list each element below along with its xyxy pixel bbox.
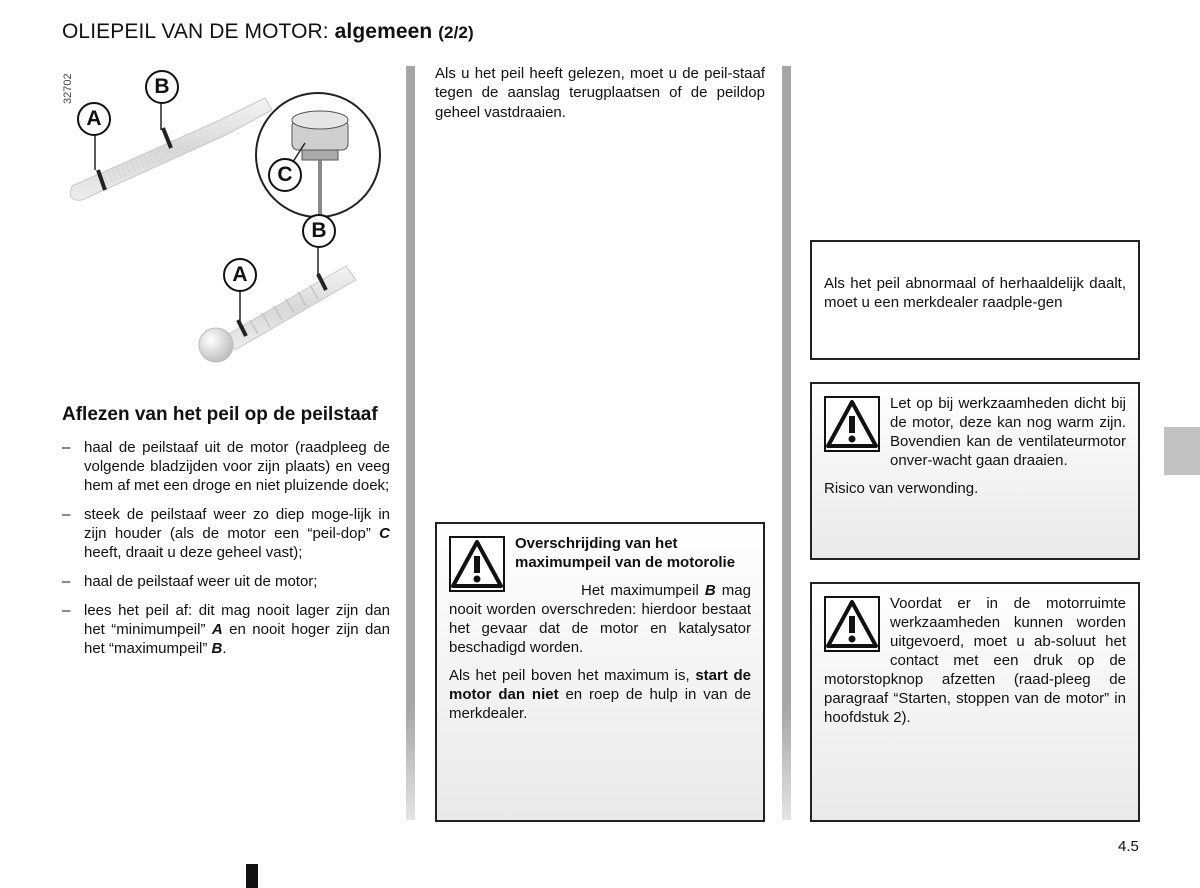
- warning-title: Overschrijding van het maximumpeil van de motorolie: [515, 535, 736, 571]
- label-c: C: [268, 158, 302, 192]
- chapter-tab: [1164, 427, 1200, 475]
- warning-paragraph-1: Het maximumpeil B mag nooit worden overschreden: hierdoor bestaat het gevaar dat de motor en katalysator beschadigd worden.: [449, 582, 751, 656]
- dipstick-ball: [199, 244, 356, 362]
- note-text: Als het peil abnormaal of herhaaldelijk daalt, moet u een merkdealer raadple-gen: [824, 275, 1126, 311]
- warning-paragraph-1: Let op bij werkzaamheden dicht bij de motor, deze kan nog warm zijn. Bovendien kan de ventilateurmotor onver-wacht gaan draaien.: [890, 395, 1126, 469]
- warning-paragraph-2: Als het peil boven het maximum is, start de motor dan niet en roep de hulp in van de merkdealer.: [449, 667, 752, 722]
- figure-code: 32702: [62, 73, 74, 104]
- label-b-bottom: B: [302, 214, 336, 248]
- title-main: OLIEPEIL VAN DE MOTOR:: [62, 20, 329, 43]
- column-separator-left: [406, 66, 415, 820]
- section-heading: Aflezen van het peil op de peilstaaf: [62, 404, 378, 425]
- list-item: – lees het peil af: dit mag nooit lager zijn dan het “minimumpeil” A en nooit hoger zijn dan het “maximumpeil” B.: [62, 602, 390, 657]
- label-a-top: A: [77, 102, 111, 136]
- title-sub: algemeen: [334, 20, 433, 43]
- dipstick-drawing: [60, 58, 400, 378]
- steps-list: [62, 438, 390, 658]
- warning-box-hot-engine: [810, 382, 1140, 560]
- page-title: [62, 20, 474, 44]
- warning-triangle-icon: [824, 596, 880, 652]
- list-item: – steek de peilstaaf weer zo diep moge-lijk in zijn houder (als de motor een “peil-dop” C heeft, draait u deze geheel vast);: [62, 506, 390, 561]
- warning-triangle-icon: [449, 536, 505, 592]
- warning-box-max-level: [435, 522, 765, 822]
- note-box: [810, 240, 1140, 360]
- list-item: – haal de peilstaaf uit de motor (raadpleeg de volgende bladzijden voor zijn plaats) en veeg hem af met een droge en niet pluizende doek;: [62, 439, 390, 494]
- oil-cap-inset: [256, 93, 380, 217]
- column-separator-right: [782, 66, 791, 820]
- label-b-top: B: [145, 70, 179, 104]
- dipstick-illustration: [60, 58, 400, 378]
- title-page: (2/2): [438, 23, 474, 42]
- warning-paragraph-2: Risico van verwonding.: [824, 480, 979, 497]
- middle-intro: Als u het peil heeft gelezen, moet u de peil-staaf tegen de aanslag terugplaatsen of de peildop geheel vastdraaien.: [435, 65, 765, 121]
- label-a-bottom: A: [223, 258, 257, 292]
- warning-box-ignition: [810, 582, 1140, 822]
- left-column: [62, 403, 390, 668]
- crop-mark: [246, 864, 258, 888]
- warning-paragraph-1: Voordat er in de motorruimte werkzaamheden kunnen worden uitgevoerd, moet u ab-soluut het contact met een druk op de motorstopknop afzetten (raad-pleeg de paragraaf “Starten, stoppen van de motor” in hoofdstuk 2).: [824, 595, 1126, 726]
- page-number: 4.5: [1118, 838, 1139, 855]
- list-item: – haal de peilstaaf weer uit de motor;: [62, 573, 318, 590]
- warning-triangle-icon: [824, 396, 880, 452]
